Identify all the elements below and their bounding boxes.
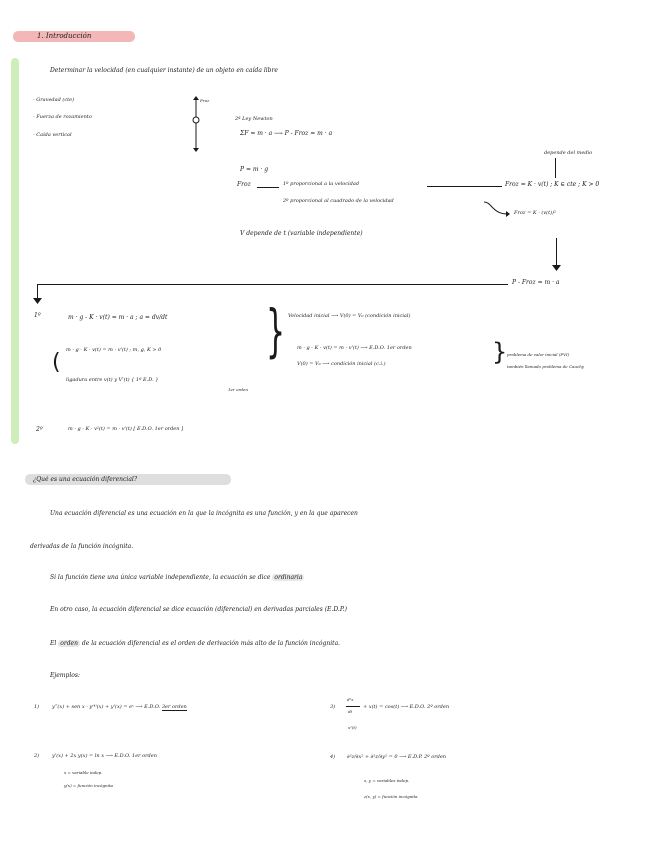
example-4-note-1: x, y = variables indep. <box>364 778 410 783</box>
example-2-number: 2) <box>34 753 40 759</box>
pvi-note: problema de valor inicial (PVI) <box>507 352 570 357</box>
green-margin-bar <box>11 58 19 444</box>
ordinaria-sentence <box>50 574 304 581</box>
ordinaria-prefix: Si la función tiene una única variable independiente, la ecuación se dice <box>50 574 271 581</box>
froz-quadratic: Froz = K · (v(t))² <box>514 210 557 216</box>
diagram-froz-label: Froz <box>200 98 210 103</box>
example-3-number: 3) <box>330 704 336 710</box>
list-item: - Gravedad (cte) <box>33 97 75 103</box>
case1-number: 1º <box>34 312 41 319</box>
example-3-frac-low: x²(t) <box>348 725 357 730</box>
case1-ligadura: ligadura entre v(t) y V'(t) { 1º E.D. } <box>66 377 159 383</box>
example-4-equation: ∂²z/∂x² + ∂²z/∂y² = 0 ⟶ E.D.P. 2º orden <box>347 754 446 760</box>
example-3-frac-top: d²x <box>347 697 354 702</box>
arrow-depende <box>555 158 556 178</box>
force-diagram <box>186 96 216 156</box>
prop-velocity-squared: 2º proporcional al cuadrado de la velocidad <box>283 198 394 204</box>
example-4-number: 4) <box>330 754 336 760</box>
example-2-equation: y'(x) + 2x y(x) = ln x ⟶ E.D.O. 1er orden <box>52 753 157 759</box>
prop-velocity: 1º proporcional a la velocidad <box>283 181 360 187</box>
example-2-note-2: y(x) = función incógnita <box>64 783 113 788</box>
fraction-bar <box>346 706 360 707</box>
case1-brace: ( <box>52 350 61 375</box>
example-3-frac-mid: dt <box>348 709 353 714</box>
depende-medio-note: depende del medio <box>544 150 593 156</box>
arrow-head <box>552 265 561 271</box>
newton-big-equation: P - Froz = m · a <box>512 279 560 286</box>
orden-suffix: de la ecuación diferencial es el orden de derivación más alto de la función incógnita. <box>81 640 341 647</box>
orden-sentence <box>50 640 340 647</box>
example-3-equation: + x(t) = cos(t) ⟶ E.D.O. 2º orden <box>363 704 450 710</box>
long-arrow <box>37 284 508 285</box>
pvi-initial-condition: V(0) = V₀ ⟶ condición inicial (c.i.) <box>297 361 386 367</box>
example-1-order: 3er orden <box>161 704 187 710</box>
arrow-line <box>427 186 502 187</box>
arrow-down <box>556 238 557 268</box>
case2-number: 2º <box>36 426 43 433</box>
cauchy-note: también llamado problema de Cauchy <box>507 364 585 369</box>
example-4-note-2: z(x, y) = función incógnita <box>364 794 418 799</box>
froz-label: Froz <box>237 181 251 188</box>
case1-ligadura-sub: 1er orden <box>228 387 248 392</box>
example-2-note-1: x = variable indep. <box>64 770 103 775</box>
case2-equation: m · g - K · v²(t) = m · v'(t) [ E.D.O. 1er orden ] <box>68 426 184 432</box>
newton-title: 2ª Ley Newton <box>235 116 273 122</box>
v-depends-note: V depende de t (variable independiente) <box>240 230 363 237</box>
example-1-equation <box>52 704 187 710</box>
orden-highlight: orden <box>60 640 78 647</box>
arrow-line <box>257 187 279 188</box>
definition-line-2: derivadas de la función incógnita. <box>30 543 134 550</box>
weight-equation: P = m · g <box>240 166 269 173</box>
edp-sentence: En otro caso, la ecuación diferencial se dice ecuación (diferencial) en derivadas parciales (E.D.P.) <box>50 606 347 613</box>
pvi-brace: } <box>492 338 508 366</box>
case1-ode: m · g - K · v(t) = m · v'(t) ; m, g, K > 0 <box>66 347 162 353</box>
velocidad-inicial: Velocidad inicial ⟶ V(0) = V₀ (condición inicial) <box>288 313 411 319</box>
pvi-ode: m · g - K · v(t) = m · v'(t) ⟶ E.D.O. 1er orden <box>297 345 412 351</box>
intro-text: Determinar la velocidad (en cualquier instante) de un objeto en caída libre <box>50 67 278 74</box>
froz-linear: Froz = K · v(t) ; K ∈ cte ; K > 0 <box>505 181 600 188</box>
definition-line-1: Una ecuación diferencial es una ecuación en la que la incógnita es una función, y en la que aparecen <box>50 510 358 517</box>
arrow-curve <box>482 200 512 218</box>
case1-equation: m · g - K · v(t) = m · a ; a = dv/dt <box>68 314 168 321</box>
example-1-ode: y‴(x) + sen x · y⁽⁴⁾(x) + y'(x) = eˣ ⟶ E.D.O. <box>52 704 161 710</box>
list-item: - Caída vertical <box>33 132 72 138</box>
orden-prefix: El <box>50 640 57 647</box>
example-1-number: 1) <box>34 704 40 710</box>
ordinaria-highlight: ordinaria <box>274 574 303 581</box>
arrow-head <box>33 298 42 304</box>
examples-heading: Ejemplos: <box>50 672 80 679</box>
newton-equation: ΣF = m · a ⟶ P - Froz = m · a <box>240 130 333 137</box>
section-title-introduccion: 1. Introducción <box>13 31 135 42</box>
case-brace: } <box>266 299 286 366</box>
list-item: - Fuerza de rozamiento <box>33 114 92 120</box>
section-title-ecuacion: ¿Qué es una ecuación diferencial? <box>25 474 231 485</box>
